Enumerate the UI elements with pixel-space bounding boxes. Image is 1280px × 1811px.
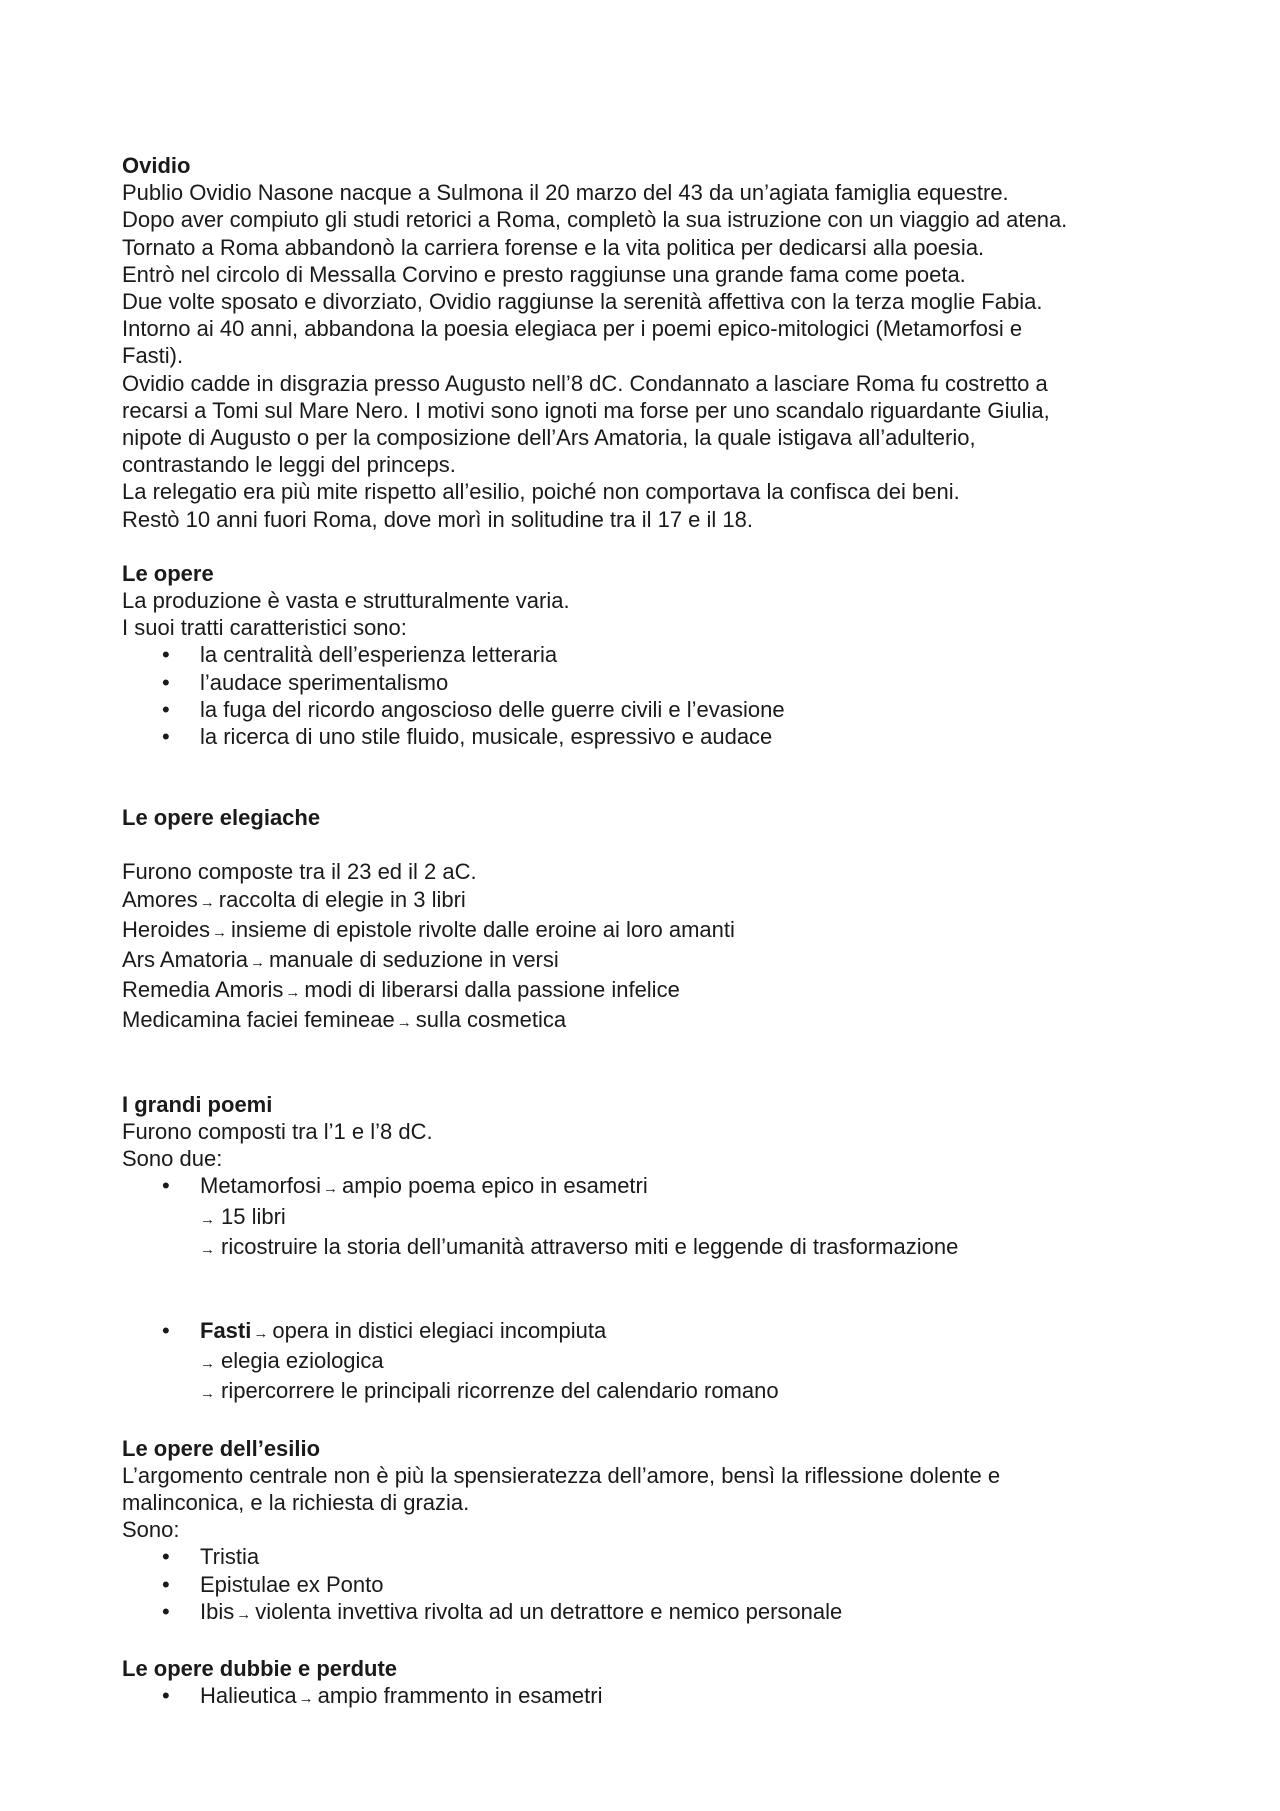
work-name: Halieutica: [200, 1683, 297, 1709]
text-line: contrastando le leggi del princeps.: [122, 452, 456, 478]
arrow-right-icon: →: [212, 923, 228, 941]
list-item: • Tristia: [122, 1543, 1182, 1570]
traits-list: [122, 641, 1182, 750]
arrow-right-icon: →: [253, 1324, 269, 1342]
work-desc: ampio poema epico in esametri: [342, 1173, 648, 1199]
work-desc: modi di liberarsi dalla passione infelice: [304, 977, 680, 1003]
sub-item: [122, 1203, 1182, 1233]
text-line: nipote di Augusto o per la composizione dell’Ars Amatoria, la quale istigava all’adulterio,: [122, 425, 976, 451]
text-line: Entrò nel circolo di Messalla Corvino e presto raggiunse una grande fama come poeta.: [122, 261, 966, 287]
list-item: • la ricerca di uno stile fluido, musicale, espressivo e audace: [122, 723, 1182, 750]
dubbie-list: [122, 1682, 1182, 1712]
document-page: [122, 152, 1182, 1712]
sub-item: [122, 1377, 1182, 1407]
text-line: Dopo aver compiuto gli studi retorici a Roma, completò la sua istruzione con un viaggio ad atena.: [122, 207, 1068, 233]
sub-text: ripercorrere le principali ricorrenze del calendario romano: [221, 1378, 779, 1404]
list-item: • la centralità dell’esperienza letteraria: [122, 641, 1182, 668]
text-line: Ovidio cadde in disgrazia presso Augusto nell’8 dC. Condannato a lasciare Roma fu costretto a: [122, 370, 1048, 396]
text-line: recarsi a Tomi sul Mare Nero. I motivi sono ignoti ma forse per uno scandalo riguardante Giulia,: [122, 397, 1050, 423]
text-line: malinconica, e la richiesta di grazia.: [122, 1489, 470, 1515]
text-line: Publio Ovidio Nasone nacque a Sulmona il 20 marzo del 43 da un’agiata famiglia equestre.: [122, 180, 1009, 206]
list-item: [122, 1172, 1182, 1202]
work-item: [122, 1006, 1182, 1036]
sub-text: ricostruire la storia dell’umanità attraverso miti e leggende di trasformazione: [221, 1233, 959, 1259]
list-item: • l’audace sperimentalismo: [122, 669, 1182, 696]
heading-grandi-poemi: I grandi poemi: [122, 1091, 273, 1117]
list-item: [122, 1682, 1182, 1712]
work-name: Metamorfosi: [200, 1173, 322, 1199]
heading-ovidio: Ovidio: [122, 153, 191, 178]
poemi-list-metamorfosi: [122, 1172, 1182, 1202]
list-item: [122, 1317, 1182, 1347]
arrow-right-icon: →: [285, 984, 301, 1002]
work-desc: raccolta di elegie in 3 libri: [218, 886, 466, 912]
work-name: Ars Amatoria: [122, 947, 248, 973]
poemi-list-fasti: [122, 1317, 1182, 1347]
arrow-right-icon: →: [298, 1690, 314, 1708]
sub-item: [122, 1347, 1182, 1377]
text-line: La produzione è vasta e strutturalmente varia.: [122, 588, 570, 614]
work-name: Fasti: [200, 1317, 252, 1343]
text-line: La relegatio era più mite rispetto all’esilio, poiché non comportava la confisca dei beni.: [122, 479, 960, 505]
work-item: [122, 916, 1182, 946]
work-item: [122, 946, 1182, 976]
work-desc: opera in distici elegiaci incompiuta: [272, 1317, 607, 1343]
text-line: Fasti).: [122, 343, 184, 369]
work-desc: insieme di epistole rivolte dalle eroine ai loro amanti: [231, 916, 735, 942]
arrow-right-icon: →: [200, 1385, 215, 1403]
text-line: Intorno ai 40 anni, abbandona la poesia elegiaca per i poemi epico-mitologici (Metamorfosi e: [122, 316, 1023, 342]
work-name: Heroides: [122, 916, 211, 942]
text-line: Furono composte tra il 23 ed il 2 aC.: [122, 859, 477, 885]
text-line: Due volte sposato e divorziato, Ovidio raggiunse la serenità affettiva con la terza moglie Fabia.: [122, 289, 1043, 315]
work-name: Remedia Amoris: [122, 977, 284, 1003]
list-item: • la fuga del ricordo angoscioso delle guerre civili e l’evasione: [122, 696, 1182, 723]
work-desc: manuale di seduzione in versi: [268, 947, 559, 973]
sub-item: [122, 1233, 1182, 1263]
heading-le-opere: Le opere: [122, 560, 214, 586]
work-name: Medicamina faciei femineae: [122, 1007, 395, 1033]
work-desc: violenta invettiva rivolta ad un detrattore e nemico personale: [255, 1598, 843, 1624]
text-line: Furono composti tra l’1 e l’8 dC.: [122, 1118, 433, 1144]
sub-text: elegia eziologica: [221, 1348, 384, 1374]
text-line: Restò 10 anni fuori Roma, dove morì in solitudine tra il 17 e il 18.: [122, 506, 753, 532]
text-line: L’argomento centrale non è più la spensieratezza dell’amore, bensì la riflessione dolente e: [122, 1462, 1001, 1488]
text-line: Sono:: [122, 1517, 180, 1543]
arrow-right-icon: →: [200, 1355, 215, 1373]
arrow-right-icon: →: [236, 1605, 252, 1623]
arrow-right-icon: →: [200, 1210, 215, 1228]
arrow-right-icon: →: [396, 1014, 412, 1032]
list-item: • Epistulae ex Ponto: [122, 1571, 1182, 1598]
text-line: Tornato a Roma abbandonò la carriera forense e la vita politica per dedicarsi alla poesia.: [122, 234, 985, 260]
work-item: [122, 976, 1182, 1006]
sub-text: 15 libri: [221, 1203, 286, 1229]
heading-opere-esilio: Le opere dell’esilio: [122, 1435, 321, 1461]
list-item: [122, 1598, 1182, 1628]
work-name: Amores: [122, 886, 198, 912]
arrow-right-icon: →: [323, 1180, 339, 1198]
arrow-right-icon: →: [199, 893, 215, 911]
arrow-right-icon: →: [200, 1240, 215, 1258]
esilio-list: [122, 1543, 1182, 1628]
work-name: Ibis: [200, 1598, 235, 1624]
work-desc: sulla cosmetica: [415, 1007, 567, 1033]
arrow-right-icon: →: [249, 954, 265, 972]
text-line: Sono due:: [122, 1146, 223, 1172]
text-line: I suoi tratti caratteristici sono:: [122, 615, 407, 641]
heading-opere-dubbie: Le opere dubbie e perdute: [122, 1655, 398, 1681]
work-item: [122, 886, 1182, 916]
work-desc: ampio frammento in esametri: [317, 1683, 603, 1709]
heading-opere-elegiache: Le opere elegiache: [122, 805, 321, 831]
